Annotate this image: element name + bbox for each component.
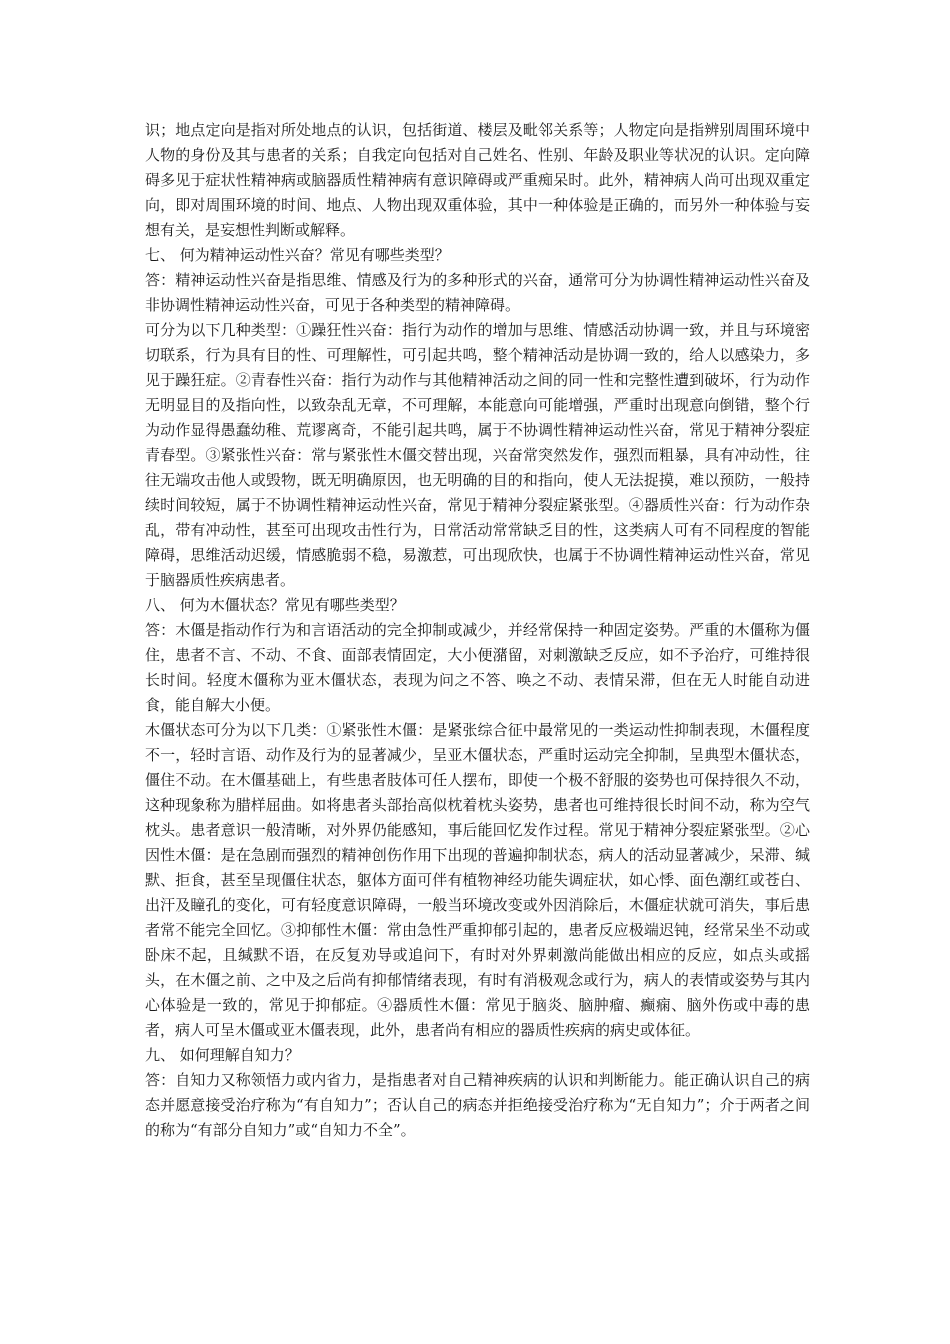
paragraph-orientation-continued: 识；地点定向是指对所处地点的认识，包括街道、楼层及毗邻关系等；人物定向是指辨别周围环境中人物的身份及其与患者的关系；自我定向包括对自己姓名、性别、年龄及职业等状况的认识。定向障碍多见于症状性精神病或脑器质性精神病有意识障碍或严重痴呆时。此外，精神病人尚可出现双重定向，即对周围环境的时间、地点、人物出现双重体验，其中一种体验是正确的，而另外一种体验与妄想有关，是妄想性判断或解释。 [145, 121, 810, 239]
answer-8-definition: 答：木僵是指动作行为和言语活动的完全抑制或减少，并经常保持一种固定姿势。严重的木僵称为僵住，患者不言、不动、不食、面部表情固定，大小便潴留，对刺激缺乏反应，如不予治疗，可维持很长时间。轻度木僵称为亚木僵状态，表现为问之不答、唤之不动、表情呆滞，但在无人时能自动进食，能自解大小便。 [145, 621, 810, 714]
question-8-heading: 八、 何为木僵状态？常见有哪些类型？ [145, 596, 405, 614]
answer-8-types: 木僵状态可分为以下几类：①紧张性木僵：是紧张综合征中最常见的一类运动性抑制表现，木僵程度不一，轻时言语、动作及行为的显著减少，呈亚木僵状态，严重时运动完全抑制，呈典型木僵状态，僵住不动。在木僵基础上，有些患者肢体可任人摆布，即使一个极不舒服的姿势也可保持很久不动，这种现象称为腊样屈曲。如将患者头部抬高似枕着枕头姿势，患者也可维持很长时间不动，称为空气枕头。患者意识一般清晰，对外界仍能感知，事后能回忆发作过程。常见于精神分裂症紧张型。②心因性木僵：是在急剧而强烈的精神创伤作用下出现的普遍抑制状态，病人的活动显著减少，呆滞、缄默、拒食，甚至呈现僵住状态，躯体方面可伴有植物神经功能失调症状，如心悸、面色潮红或苍白、出汗及瞳孔的变化，可有轻度意识障碍，一般当环境改变或外因消除后，木僵症状就可消失，事后患者常不能完全回忆。③抑郁性木僵：常由急性严重抑郁引起的，患者反应极端迟钝，经常呆坐不动或卧床不起，且缄默不语，在反复劝导或追问下，有时对外界刺激尚能做出相应的反应，如点头或摇头，在木僵之前、之中及之后尚有抑郁情绪表现，有时有消极观念或行为，病人的表情或姿势与其内心体验是一致的，常见于抑郁症。④器质性木僵：常见于脑炎、脑肿瘤、癫痫、脑外伤或中毒的患者，病人可呈木僵或亚木僵表现，此外，患者尚有相应的器质性疾病的病史或体征。 [145, 721, 810, 1039]
question-9-heading: 九、 如何理解自知力？ [145, 1046, 300, 1064]
answer-7-types: 可分为以下几种类型：①躁狂性兴奋：指行为动作的增加与思维、情感活动协调一致，并且与环境密切联系，行为具有目的性、可理解性，可引起共鸣，整个精神活动是协调一致的，给人以感染力，多见于躁狂症。②青春性兴奋：指行为动作与其他精神活动之间的同一性和完整性遭到破坏，行为动作无明显目的及指向性，以致杂乱无章，不可理解，本能意向可能增强，严重时出现意向倒错，整个行为动作显得愚蠢幼稚、荒谬离奇，不能引起共鸣，属于不协调性精神运动性兴奋，常见于精神分裂症青春型。③紧张性兴奋：常与紧张性木僵交替出现，兴奋常突然发作，强烈而粗暴，具有冲动性，往往无端攻击他人或毁物，既无明确原因，也无明确的目的和指向，使人无法捉摸，难以预防，一般持续时间较短，属于不协调性精神运动性兴奋，常见于精神分裂症紧张型。④器质性兴奋：行为动作杂乱，带有冲动性，甚至可出现攻击性行为，日常活动常常缺乏目的性，这类病人可有不同程度的智能障碍，思维活动迟缓，情感脆弱不稳，易激惹，可出现欣快，也属于不协调性精神运动性兴奋，常见于脑器质性疾病患者。 [145, 321, 810, 589]
question-7-heading: 七、 何为精神运动性兴奋？常见有哪些类型？ [145, 246, 450, 264]
document-body [145, 118, 810, 1143]
answer-9-definition: 答：自知力又称领悟力或内省力，是指患者对自己精神疾病的认识和判断能力。能正确认识自己的病态并愿意接受治疗称为“有自知力”；否认自己的病态并拒绝接受治疗称为“无自知力”；介于两者之间的称为“有部分自知力”或“自知力不全”。 [145, 1071, 810, 1139]
answer-7-definition: 答：精神运动性兴奋是指思维、情感及行为的多种形式的兴奋，通常可分为协调性精神运动性兴奋及非协调性精神运动性兴奋，可见于各种类型的精神障碍。 [145, 271, 810, 314]
